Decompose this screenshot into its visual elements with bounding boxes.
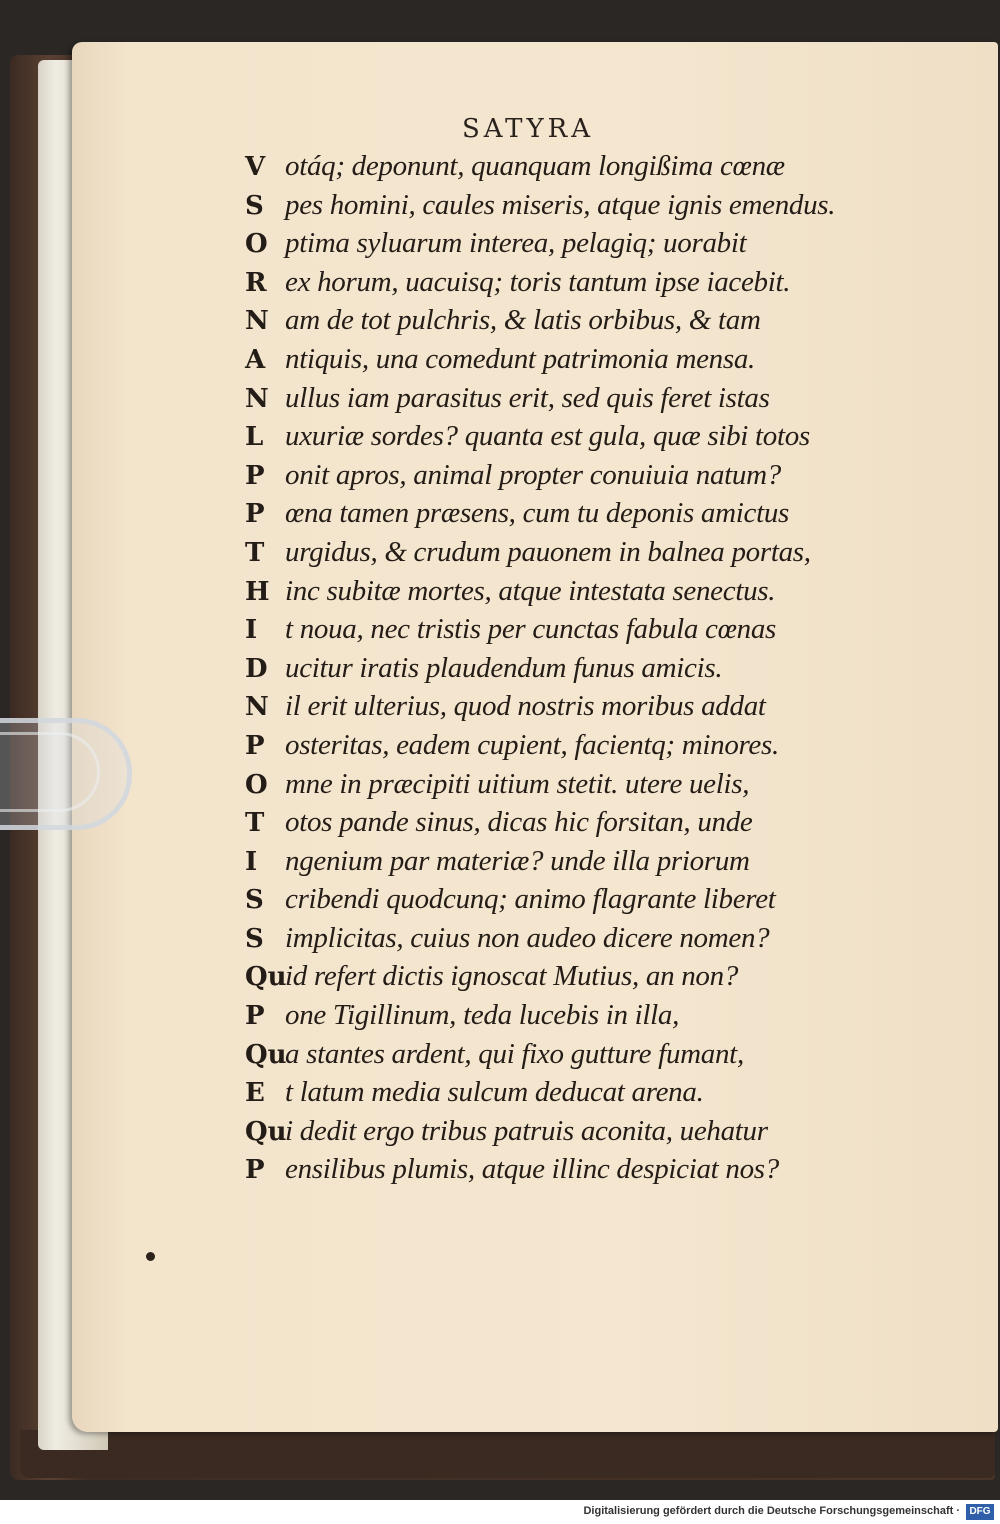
- verse-line: [245, 382, 905, 421]
- line-initial: P: [245, 499, 265, 530]
- line-text: ngenium par materiæ? unde illa priorum: [285, 844, 750, 877]
- line-initial: R: [245, 267, 267, 298]
- line-text: uxuriæ sordes? quanta est gula, quæ sibi totos: [285, 420, 810, 453]
- line-text: inc subitæ mortes, atque intestata senectus.: [285, 574, 776, 607]
- verse-line: [245, 227, 905, 266]
- line-text: œna tamen præsens, cum tu deponis amictus: [285, 497, 790, 530]
- funding-notice: Digitalisierung gefördert durch die Deutsche Forschungsgemeinschaft ·: [583, 1505, 960, 1517]
- line-initial: T: [245, 537, 265, 568]
- verse-line: [245, 613, 905, 652]
- line-text: ensilibus plumis, atque illinc despiciat nos?: [285, 1153, 779, 1186]
- line-text: i dedit ergo tribus patruis aconita, uehatur: [285, 1114, 768, 1147]
- line-initial: N: [245, 383, 269, 414]
- line-text: one Tigillinum, teda lucebis in illa,: [285, 999, 680, 1032]
- line-initial: S: [245, 885, 264, 916]
- plastic-page-clip-inner: [0, 732, 100, 812]
- verse-line: [245, 150, 905, 189]
- running-title: SATYRA: [462, 114, 595, 144]
- verse-line: [245, 1115, 905, 1154]
- verse-line: [245, 768, 905, 807]
- line-initial: P: [245, 1155, 265, 1186]
- line-initial: Qu: [245, 1039, 287, 1070]
- verse-line: [245, 343, 905, 382]
- verse-line: [245, 883, 905, 922]
- line-initial: E: [245, 1078, 265, 1109]
- line-text: implicitas, cuius non audeo dicere nomen?: [285, 921, 770, 954]
- dfg-logo-icon: DFG: [966, 1504, 994, 1520]
- line-text: am de tot pulchris, & latis orbibus, & tam: [285, 304, 761, 337]
- line-text: ucitur iratis plaudendum funus amicis.: [285, 651, 723, 684]
- line-text: onit apros, animal propter conuiuia natum?: [285, 458, 781, 491]
- verse-line: [245, 806, 905, 845]
- verse-line: [245, 652, 905, 691]
- line-initial: S: [245, 923, 264, 954]
- verse-line: [245, 575, 905, 614]
- line-initial: P: [245, 1001, 265, 1032]
- line-initial: S: [245, 190, 264, 221]
- line-initial: N: [245, 692, 269, 723]
- footer-bar: [0, 1500, 1000, 1524]
- verse-line: [245, 960, 905, 999]
- line-text: osteritas, eadem cupient, facientq; minores.: [285, 728, 779, 761]
- verse-line: [245, 420, 905, 459]
- verse-line: [245, 189, 905, 228]
- line-text: ex horum, uacuisq; toris tantum ipse iacebit.: [285, 265, 791, 298]
- line-initial: I: [245, 615, 258, 646]
- book-cover-bottom-edge: [20, 1430, 995, 1478]
- line-text: t noua, nec tristis per cunctas fabula cœnas: [285, 613, 777, 646]
- line-text: cribendi quodcunq; animo flagrante liberet: [285, 883, 776, 916]
- verse-line: [245, 922, 905, 961]
- verse-line: [245, 497, 905, 536]
- verse-line: [245, 304, 905, 343]
- line-text: ntiquis, una comedunt patrimonia mensa.: [285, 342, 756, 375]
- line-text: otáq; deponunt, quanquam longißima cœnæ: [285, 150, 785, 182]
- line-text: ullus iam parasitus erit, sed quis feret istas: [285, 381, 770, 414]
- line-initial: V: [245, 152, 266, 182]
- line-initial: H: [245, 576, 270, 607]
- line-initial: P: [245, 460, 265, 491]
- line-text: ptima syluarum interea, pelagiq; uorabit: [285, 227, 747, 260]
- line-initial: A: [245, 344, 266, 375]
- line-text: a stantes ardent, qui fixo gutture fumant,: [285, 1037, 744, 1070]
- verse-line: [245, 845, 905, 884]
- verse-line: [245, 729, 905, 768]
- verse-line: [245, 536, 905, 575]
- verse-line: [245, 1038, 905, 1077]
- verse-line: [245, 459, 905, 498]
- line-initial: O: [245, 229, 268, 260]
- verse-text: [245, 150, 905, 1192]
- line-text: urgidus, & crudum pauonem in balnea portas,: [285, 535, 811, 568]
- verse-line: [245, 266, 905, 305]
- line-initial: L: [245, 422, 264, 453]
- verse-line: [245, 1153, 905, 1192]
- line-initial: I: [245, 846, 258, 877]
- line-text: mne in præcipiti uitium stetit. utere uelis,: [285, 767, 750, 800]
- verse-line: [245, 1076, 905, 1115]
- line-initial: D: [245, 653, 268, 684]
- line-initial: P: [245, 730, 265, 761]
- line-text: id refert dictis ignoscat Mutius, an non?: [285, 960, 739, 993]
- line-text: otos pande sinus, dicas hic forsitan, unde: [285, 806, 753, 839]
- line-text: il erit ulterius, quod nostris moribus addat: [285, 690, 766, 723]
- line-initial: Qu: [245, 1116, 287, 1147]
- line-initial: Qu: [245, 962, 287, 993]
- line-text: t latum media sulcum deducat arena.: [285, 1076, 704, 1109]
- ink-spot: [146, 1252, 155, 1261]
- verse-line: [245, 999, 905, 1038]
- line-text: pes homini, caules miseris, atque ignis emendus.: [285, 188, 836, 221]
- line-initial: O: [245, 769, 268, 800]
- verse-line: [245, 690, 905, 729]
- line-initial: N: [245, 306, 269, 337]
- line-initial: T: [245, 808, 265, 839]
